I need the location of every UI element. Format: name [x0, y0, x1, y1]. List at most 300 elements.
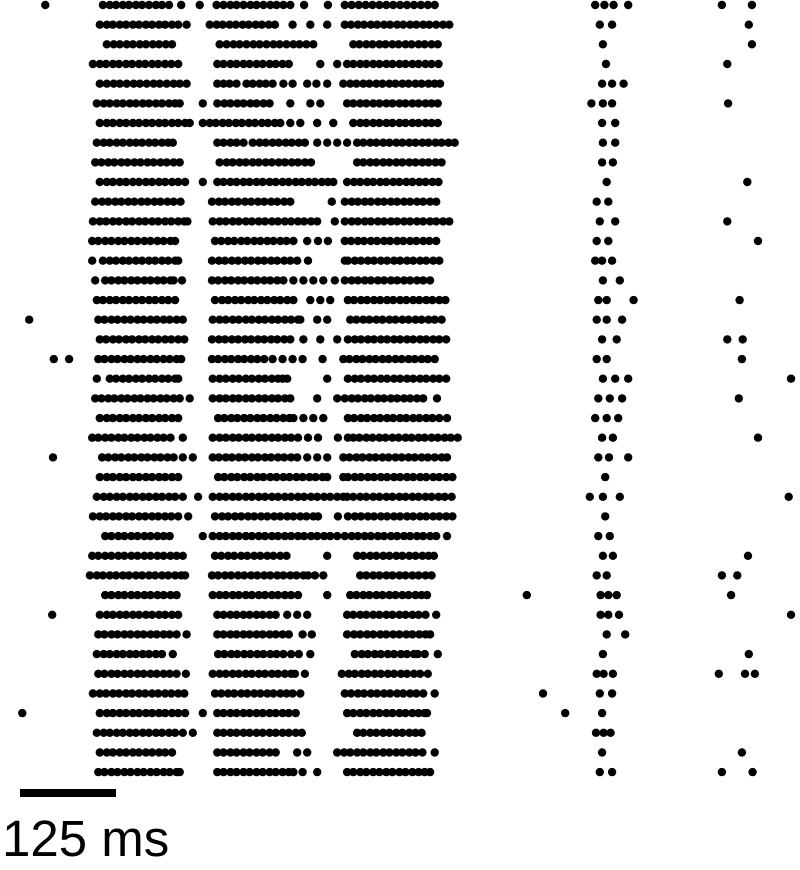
spike-dot [296, 119, 304, 127]
spike-dot [323, 453, 331, 461]
spike-dot [287, 650, 295, 658]
spike-dot [599, 99, 607, 107]
spike-dot [303, 237, 311, 245]
spike-dot [318, 355, 326, 363]
spike-dot [333, 60, 341, 68]
spike-dot [301, 670, 309, 678]
spike-dot [271, 21, 279, 29]
spike-dot [603, 296, 611, 304]
spike-dot [599, 650, 607, 658]
spike-dot [293, 611, 301, 619]
spike-dot [286, 335, 294, 343]
spike-dot [596, 217, 604, 225]
spike-dot [609, 158, 617, 166]
spike-dot [426, 630, 434, 638]
spike-dot [48, 611, 56, 619]
spike-dot [624, 453, 632, 461]
spike-dot [434, 60, 442, 68]
spike-dot [329, 119, 337, 127]
spike-dot [718, 571, 726, 579]
spike-dot [618, 316, 626, 324]
spike-dot [435, 414, 443, 422]
spike-dot [329, 178, 337, 186]
spike-dot [426, 768, 434, 776]
spike-dot [199, 709, 207, 717]
spike-dot [608, 768, 616, 776]
spike-dot [304, 257, 312, 265]
spike-dot [25, 316, 33, 324]
spike-dot [443, 414, 451, 422]
spike-dot [738, 748, 746, 756]
spike-dot [624, 375, 632, 383]
spike-dot [431, 748, 439, 756]
spike-dot [313, 316, 321, 324]
spike-dot [593, 316, 601, 324]
spike-dot [596, 611, 604, 619]
spike-dot [613, 591, 621, 599]
spike-dot [618, 394, 626, 402]
spike-dot [602, 60, 610, 68]
spike-dot [276, 119, 284, 127]
spike-dot [601, 473, 609, 481]
spike-dot [616, 276, 624, 284]
spike-dot [285, 630, 293, 638]
spike-dot [447, 493, 455, 501]
spike-dot [319, 414, 327, 422]
spike-dot [268, 80, 276, 88]
spike-dot [598, 434, 606, 442]
spike-dot [435, 257, 443, 265]
spike-dot [608, 99, 616, 107]
spike-dot [171, 729, 179, 737]
spike-dot [606, 394, 614, 402]
spike-dot [174, 611, 182, 619]
spike-dot [289, 276, 297, 284]
spike-dot [303, 611, 311, 619]
spike-dot [323, 473, 331, 481]
spike-dot [586, 493, 594, 501]
spike-dot [179, 493, 187, 501]
spike-dot [437, 316, 445, 324]
spike-dot [172, 670, 180, 678]
spike-dot [300, 1, 308, 9]
spike-dot [311, 571, 319, 579]
spike-dot [183, 217, 191, 225]
spike-dot [182, 630, 190, 638]
spike-dot [299, 335, 307, 343]
spike-dot [739, 335, 747, 343]
spike-dot [182, 670, 190, 678]
spike-dot [606, 729, 614, 737]
spike-dot [194, 493, 202, 501]
spike-dot [596, 591, 604, 599]
spike-dot [604, 237, 612, 245]
spike-dot [299, 414, 307, 422]
spike-dot [432, 611, 440, 619]
spike-dot [176, 198, 184, 206]
spike-dot [594, 532, 602, 540]
spike-dot [748, 768, 756, 776]
spike-dot [313, 119, 321, 127]
spike-dot [343, 139, 351, 147]
spike-dot [289, 296, 297, 304]
spike-dot [442, 335, 450, 343]
spike-dot [606, 532, 614, 540]
spike-dot [323, 316, 331, 324]
spike-dot [288, 689, 296, 697]
scale-bar [20, 789, 116, 797]
spike-dot [333, 335, 341, 343]
spike-dot [331, 217, 339, 225]
spike-dot [291, 670, 299, 678]
spike-dot [313, 768, 321, 776]
spike-dot [598, 709, 606, 717]
spike-dot [174, 512, 182, 520]
spike-dot [308, 630, 316, 638]
spike-dot [616, 493, 624, 501]
spike-dot [306, 21, 314, 29]
spike-dot [299, 276, 307, 284]
spike-dot [608, 21, 616, 29]
spike-dot [186, 394, 194, 402]
spike-dot [168, 40, 176, 48]
spike-dot [298, 630, 306, 638]
spike-dot [307, 158, 315, 166]
spike-dot [604, 591, 612, 599]
spike-dot [93, 375, 101, 383]
spike-dot [288, 80, 296, 88]
spike-dot [613, 335, 621, 343]
spike-dot [745, 650, 753, 658]
spike-dot [593, 198, 601, 206]
spike-dot [176, 158, 184, 166]
spike-dot [314, 512, 322, 520]
spike-dot [303, 80, 311, 88]
spike-dot [609, 670, 617, 678]
spike-dot [294, 434, 302, 442]
spike-dot [304, 434, 312, 442]
spike-dot [592, 729, 600, 737]
spike-dot [288, 21, 296, 29]
spike-dot [596, 21, 604, 29]
spike-dot [421, 611, 429, 619]
spike-dot [180, 335, 188, 343]
spike-dot [598, 748, 606, 756]
spike-dot [334, 512, 342, 520]
spike-dot [611, 119, 619, 127]
spike-dot [176, 99, 184, 107]
spike-dot [179, 552, 187, 560]
spike-dot [724, 99, 732, 107]
spike-dot [433, 394, 441, 402]
spike-dot [593, 237, 601, 245]
spike-dot [303, 453, 311, 461]
spike-dot [306, 650, 314, 658]
spike-dot [743, 178, 751, 186]
spike-dot [593, 571, 601, 579]
spike-dot [279, 276, 287, 284]
spike-dot [176, 394, 184, 402]
spike-dot [432, 237, 440, 245]
spike-dot [333, 139, 341, 147]
spike-dot [180, 689, 188, 697]
spike-dot [738, 355, 746, 363]
spike-dot [599, 552, 607, 560]
spike-dot [434, 99, 442, 107]
spike-dot [312, 80, 320, 88]
spike-dot [309, 414, 317, 422]
spike-dot [272, 748, 280, 756]
spike-dot [431, 689, 439, 697]
spike-dot [598, 335, 606, 343]
spike-dot [523, 591, 531, 599]
spike-dot [599, 493, 607, 501]
spike-dot [260, 355, 268, 363]
scale-bar-label: 125 ms [2, 810, 170, 867]
spike-dot [603, 414, 611, 422]
spike-dot [50, 355, 58, 363]
spike-dot [436, 80, 444, 88]
spike-dot [423, 709, 431, 717]
spike-dot [303, 748, 311, 756]
spike-dot [601, 512, 609, 520]
spike-dot [319, 276, 327, 284]
spike-dot [426, 276, 434, 284]
spike-dot [189, 729, 197, 737]
spike-dot [239, 139, 247, 147]
spike-dot [624, 1, 632, 9]
spike-dot [174, 60, 182, 68]
spike-dot [179, 316, 187, 324]
spike-dot [744, 552, 752, 560]
spike-dot [735, 296, 743, 304]
spike-dot [587, 99, 595, 107]
spike-dot [319, 571, 327, 579]
spike-dot [172, 630, 180, 638]
spike-dot [608, 689, 616, 697]
spike-dot [181, 178, 189, 186]
spike-dot [272, 611, 280, 619]
spike-dot [600, 1, 608, 9]
spike-dot [301, 139, 309, 147]
spike-dot [184, 512, 192, 520]
spike-dot [598, 119, 606, 127]
spike-dot [288, 355, 296, 363]
spike-dot [178, 276, 186, 284]
spike-dot [65, 355, 73, 363]
spike-dot [186, 119, 194, 127]
spike-dot [723, 335, 731, 343]
spike-dot [591, 1, 599, 9]
spike-dot [437, 158, 445, 166]
spike-dot [289, 768, 297, 776]
spike-dot [323, 591, 331, 599]
spike-dot [434, 119, 442, 127]
spike-dot [608, 80, 616, 88]
spike-dot [49, 453, 57, 461]
spike-dot [323, 375, 331, 383]
spike-dot [733, 571, 741, 579]
spike-dot [434, 650, 442, 658]
spike-dot [596, 689, 604, 697]
spike-dot [306, 296, 314, 304]
spike-dot [316, 99, 324, 107]
spike-dot [309, 40, 317, 48]
spike-dot [430, 552, 438, 560]
spike-dot [454, 434, 462, 442]
spike-dot [285, 60, 293, 68]
spike-dot [293, 453, 301, 461]
spike-dot [598, 158, 606, 166]
spike-dot [723, 217, 731, 225]
spike-dot [181, 571, 189, 579]
spike-dot [539, 689, 547, 697]
spike-dot [448, 473, 456, 481]
spike-dot [172, 591, 180, 599]
spike-dot [603, 571, 611, 579]
spike-dot [182, 21, 190, 29]
spike-dot [279, 80, 287, 88]
spike-dot [596, 768, 604, 776]
spike-dot [445, 217, 453, 225]
spike-dot [442, 375, 450, 383]
spike-dot [323, 552, 331, 560]
spike-dot [286, 99, 294, 107]
spike-dot [286, 119, 294, 127]
spike-dot [432, 532, 440, 540]
spike-dot [605, 453, 613, 461]
spike-dot [421, 650, 429, 658]
spike-dot [431, 1, 439, 9]
spike-dot [609, 1, 617, 9]
spike-dot [599, 139, 607, 147]
spike-dot [182, 80, 190, 88]
spike-dot [292, 709, 300, 717]
spike-dot [615, 611, 623, 619]
spike-dot [168, 748, 176, 756]
spike-dot [176, 768, 184, 776]
spike-dot [286, 1, 294, 9]
spike-dot [593, 355, 601, 363]
spike-dot [298, 729, 306, 737]
spike-dot [296, 689, 304, 697]
spike-dot [314, 237, 322, 245]
spike-dot [169, 453, 177, 461]
spike-dot [599, 40, 607, 48]
spike-dot [419, 394, 427, 402]
spike-dot [416, 670, 424, 678]
spike-dot [323, 139, 331, 147]
spike-dot [18, 709, 26, 717]
spike-dot [296, 316, 304, 324]
spike-dot [298, 355, 306, 363]
spike-dot [621, 630, 629, 638]
spike-dot [177, 355, 185, 363]
spike-dot [591, 414, 599, 422]
spike-dot [313, 394, 321, 402]
spike-dot [331, 276, 339, 284]
spike-dot [316, 60, 324, 68]
spike-dot [174, 375, 182, 383]
spike-dot [334, 434, 342, 442]
spike-dot [169, 650, 177, 658]
spike-dot [598, 80, 606, 88]
spike-dot [603, 630, 611, 638]
spike-dot [434, 178, 442, 186]
spike-dot [423, 591, 431, 599]
spike-dot [293, 257, 301, 265]
spike-dot [166, 434, 174, 442]
spike-dot [441, 296, 449, 304]
spike-dot [174, 414, 182, 422]
spike-dot [723, 60, 731, 68]
spike-dot [179, 729, 187, 737]
spike-dot [715, 670, 723, 678]
spike-dot [443, 453, 451, 461]
spike-dot [748, 1, 756, 9]
spike-dot [282, 552, 290, 560]
spike-dot [166, 532, 174, 540]
spike-dot [748, 40, 756, 48]
spike-dot [434, 40, 442, 48]
spike-dot [735, 394, 743, 402]
spike-dot [174, 473, 182, 481]
spike-dot [424, 670, 432, 678]
spike-dot [196, 1, 204, 9]
spike-dot [158, 650, 166, 658]
spike-dot [88, 257, 96, 265]
spike-dot [594, 296, 602, 304]
spike-dot [286, 198, 294, 206]
spike-dot [609, 552, 617, 560]
spike-dot [561, 709, 569, 717]
spike-dot [594, 394, 602, 402]
spike-dot [727, 591, 735, 599]
spike-dot [333, 394, 341, 402]
spike-dot [279, 650, 287, 658]
spike-dot [171, 237, 179, 245]
spike-dot [179, 453, 187, 461]
spike-dot [745, 21, 753, 29]
spike-dot [754, 237, 762, 245]
spike-dot [283, 611, 291, 619]
spike-dot [418, 748, 426, 756]
spike-dot [306, 99, 314, 107]
spike-dot [171, 493, 179, 501]
spike-dot [309, 276, 317, 284]
spike-dot [328, 198, 336, 206]
spike-dot [181, 709, 189, 717]
spike-dot [603, 316, 611, 324]
spike-dot [298, 768, 306, 776]
spike-dot [614, 414, 622, 422]
spike-dot [232, 80, 240, 88]
spike-dot [787, 611, 795, 619]
spike-dot [293, 748, 301, 756]
spike-dot [417, 729, 425, 737]
spike-dot [629, 296, 637, 304]
spike-dot [324, 237, 332, 245]
spike-dot [179, 434, 187, 442]
spike-dot [718, 768, 726, 776]
spike-dot [718, 1, 726, 9]
spike-dot [604, 198, 612, 206]
spike-dot [316, 296, 324, 304]
spike-dot [283, 375, 291, 383]
spike-dot [295, 650, 303, 658]
spike-dot [265, 99, 273, 107]
spike-dot [599, 375, 607, 383]
